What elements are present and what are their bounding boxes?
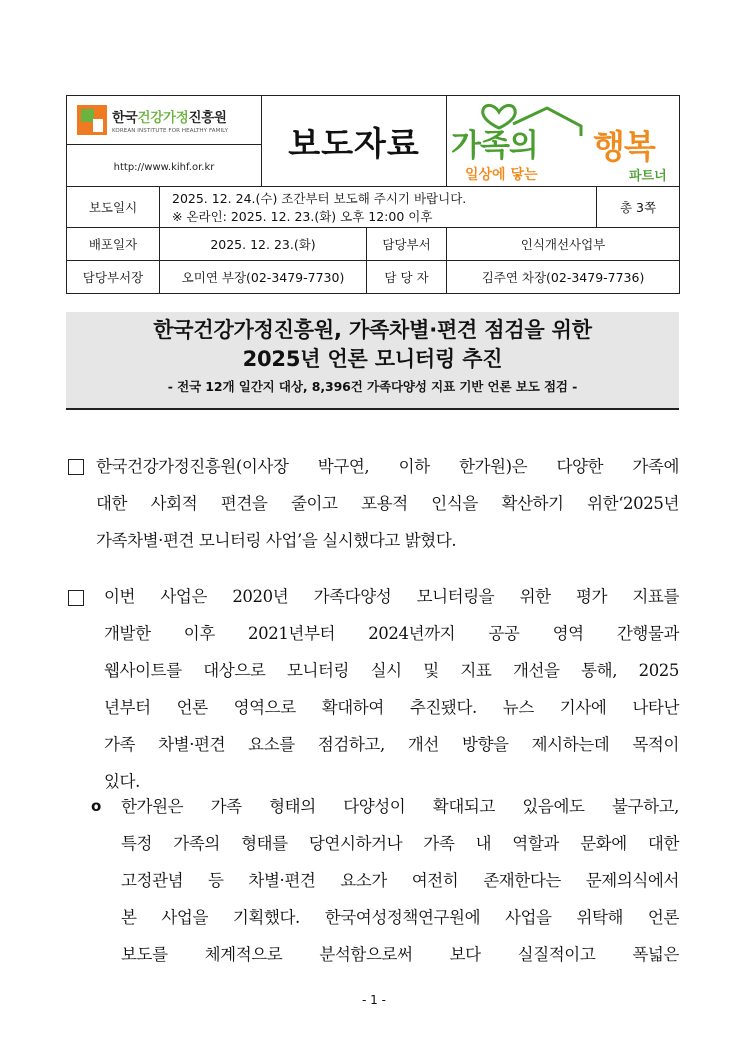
paragraph-line: 이번 사업은 2020년 가족다양성 모니터링을 위한 평가 지표를	[104, 587, 679, 606]
page-count: 총 3쪽	[597, 187, 680, 228]
org-name: 한국건강가정진흥원	[112, 110, 227, 126]
press-date-cell	[160, 187, 597, 228]
org-subtitle: KOREAN INSTITUTE FOR HEALTHY FAMILY	[112, 128, 229, 134]
release-date-label: 배포일자	[67, 228, 160, 261]
paragraph-line: 년부터 언론 영역으로 확대하여 추진됐다. 뉴스 기사에 나타난	[104, 698, 679, 717]
doc-type-title: 보도자료	[288, 123, 420, 163]
campaign-logo-cell	[447, 96, 680, 187]
header-table	[66, 95, 680, 294]
headline-subtitle: - 전국 12개 일간지 대상, 8,396건 가족다양성 지표 기반 언론 보도 점검 -	[167, 379, 578, 394]
paragraph-line: 본 사업을 기획했다. 한국여성정책연구원에 사업을 위탁해 언론	[121, 908, 679, 927]
paragraph-line: 가족 차별·편견 요소를 점검하고, 개선 방향을 제시하는데 목적이	[104, 735, 679, 754]
contact-person: 김주연 차장(02-3479-7736)	[447, 261, 680, 294]
department: 인식개선사업부	[447, 228, 680, 261]
paragraph-1	[96, 448, 679, 559]
contact-label: 담 당 자	[367, 261, 447, 294]
paragraph-line: 개발한 이후 2021년부터 2024년까지 공공 영역 간행물과	[104, 624, 679, 643]
paragraph-line: 한가원은 가족 형태의 다양성이 확대되고 있음에도 불구하고,	[121, 797, 679, 816]
campaign-logo	[447, 96, 679, 186]
paragraph-line: 보도를 체계적으로 분석함으로써 보다 실질적이고 폭넓은	[121, 945, 679, 964]
doc-type-cell	[262, 96, 447, 187]
heart-house-icon	[483, 105, 515, 128]
checkbox-bullet-icon	[68, 459, 84, 475]
org-logo	[77, 105, 228, 135]
head-label: 담당부서장	[67, 261, 160, 294]
press-date-label: 보도일시	[67, 187, 160, 228]
press-date-line1: 2025. 12. 24.(수) 조간부터 보도해 주시기 바랍니다.	[172, 191, 467, 206]
department-label: 담당부서	[367, 228, 447, 261]
campaign-title-b: 행복	[593, 127, 655, 166]
headline-line1: 한국건강가정진흥원, 가족차별·편견 점검을 위한	[153, 318, 592, 342]
page-number: - 1 -	[362, 993, 386, 1007]
campaign-tagline-a: 일상에 닿는	[465, 167, 538, 183]
paragraph-line: 특정 가족의 형태를 당연시하거나 가족 내 역할과 문화에 대한	[121, 834, 679, 853]
circle-bullet-icon: o	[91, 797, 102, 815]
press-date-line2: ※ 온라인: 2025. 12. 23.(화) 오후 12:00 이후	[172, 209, 433, 224]
org-logo-icon	[77, 105, 107, 135]
department-head: 오미연 부장(02-3479-7730)	[160, 261, 367, 294]
release-date: 2025. 12. 23.(화)	[160, 228, 367, 261]
headline-box	[66, 312, 679, 410]
paragraph-2	[104, 578, 679, 800]
checkbox-bullet-icon	[68, 590, 84, 606]
paragraph-line: 웹사이트를 대상으로 모니터링 실시 및 지표 개선을 통해, 2025	[104, 661, 679, 680]
headline-line2: 2025년 언론 모니터링 추진	[242, 347, 503, 371]
paragraph-line: 고정관념 등 차별·편견 요소가 여전히 존재한다는 문제의식에서	[121, 871, 679, 890]
org-url: http://www.kihf.or.kr	[113, 162, 215, 173]
paragraph-line: 한국건강가정진흥원(이사장 박구연, 이하 한가원)은 다양한 가족에	[96, 457, 679, 476]
paragraph-line: 가족차별·편견 모니터링 사업’을 실시했다고 밝혔다.	[96, 531, 457, 550]
campaign-title-a: 가족의	[451, 128, 538, 164]
campaign-tagline-b: 파트너	[629, 169, 667, 184]
org-logo-cell	[67, 96, 262, 187]
paragraph-line: 있다.	[104, 772, 140, 791]
paragraph-3	[121, 788, 679, 973]
paragraph-line: 대한 사회적 편견을 줄이고 포용적 인식을 확산하기 위한‘2025년	[96, 494, 679, 513]
